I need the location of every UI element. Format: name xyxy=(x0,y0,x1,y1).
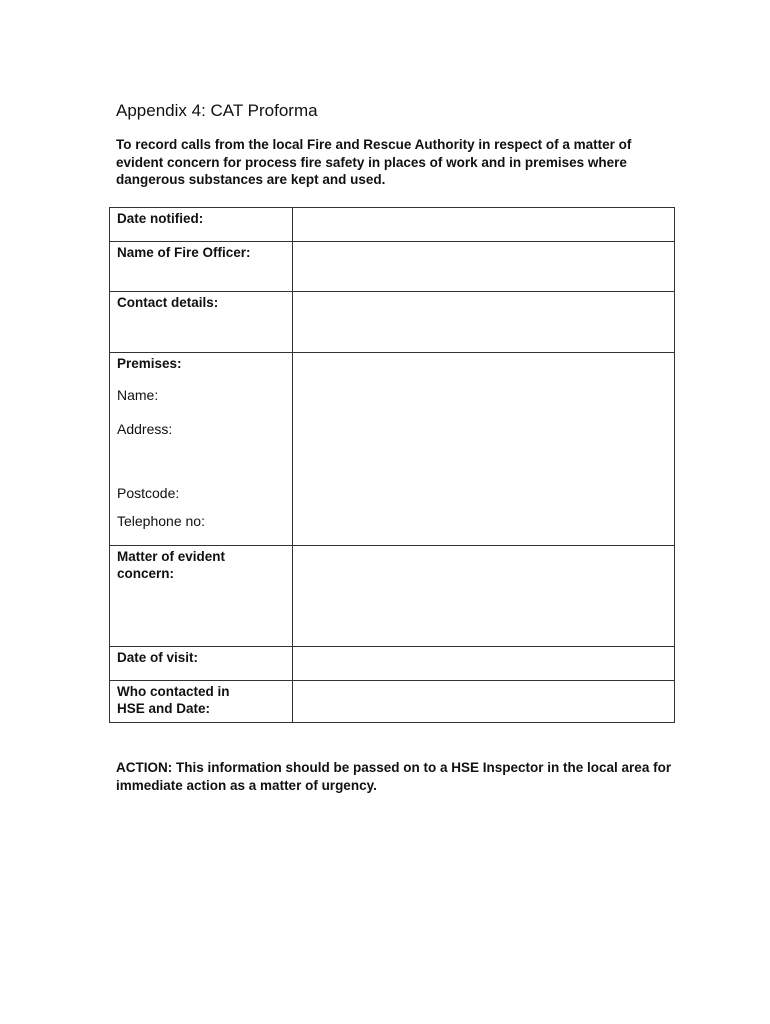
label-fire-officer-text: Name of Fire Officer: xyxy=(117,245,251,260)
field-date-notified[interactable] xyxy=(293,208,675,242)
label-premises-telephone: Telephone no: xyxy=(117,513,205,529)
field-contact-details[interactable] xyxy=(293,292,675,353)
cat-proforma-table xyxy=(109,207,675,723)
row-date-of-visit xyxy=(110,647,675,681)
label-date-notified xyxy=(110,208,293,242)
action-paragraph: ACTION: This information should be passed on to a HSE Inspector in the local area for immediate action as a matter of urgency. xyxy=(116,760,672,793)
label-premises xyxy=(110,353,293,546)
row-contact-details xyxy=(110,292,675,353)
label-premises-name: Name: xyxy=(117,387,159,403)
row-date-notified xyxy=(110,208,675,242)
field-matter-of-concern[interactable] xyxy=(293,546,675,647)
field-fire-officer[interactable] xyxy=(293,242,675,292)
row-who-contacted xyxy=(110,681,675,723)
label-contact-details xyxy=(110,292,293,353)
label-matter-of-concern xyxy=(110,546,293,647)
label-contact-details-text: Contact details: xyxy=(117,295,219,310)
label-who-contacted xyxy=(110,681,293,723)
label-premises-heading: Premises: xyxy=(117,356,182,371)
label-matter-line2: concern: xyxy=(117,566,175,581)
label-date-of-visit-text: Date of visit: xyxy=(117,650,199,665)
row-premises xyxy=(110,353,675,546)
label-premises-postcode: Postcode: xyxy=(117,485,180,501)
label-fire-officer xyxy=(110,242,293,292)
row-fire-officer xyxy=(110,242,675,292)
field-who-contacted[interactable] xyxy=(293,681,675,723)
label-who-contacted-line1: Who contacted in xyxy=(117,684,230,699)
intro-paragraph: To record calls from the local Fire and Rescue Authority in respect of a matter of evident concern for process fire safety in places of work and in premises where dangerous substances are kept and used. xyxy=(116,137,632,187)
label-who-contacted-line2: HSE and Date: xyxy=(117,701,211,716)
label-date-of-visit xyxy=(110,647,293,681)
label-premises-address: Address: xyxy=(117,421,173,437)
row-matter-of-concern xyxy=(110,546,675,647)
page-title: Appendix 4: CAT Proforma xyxy=(116,101,318,120)
label-matter-line1: Matter of evident xyxy=(117,549,226,564)
field-premises[interactable] xyxy=(293,353,675,546)
label-date-notified-text: Date notified: xyxy=(117,211,204,226)
field-date-of-visit[interactable] xyxy=(293,647,675,681)
